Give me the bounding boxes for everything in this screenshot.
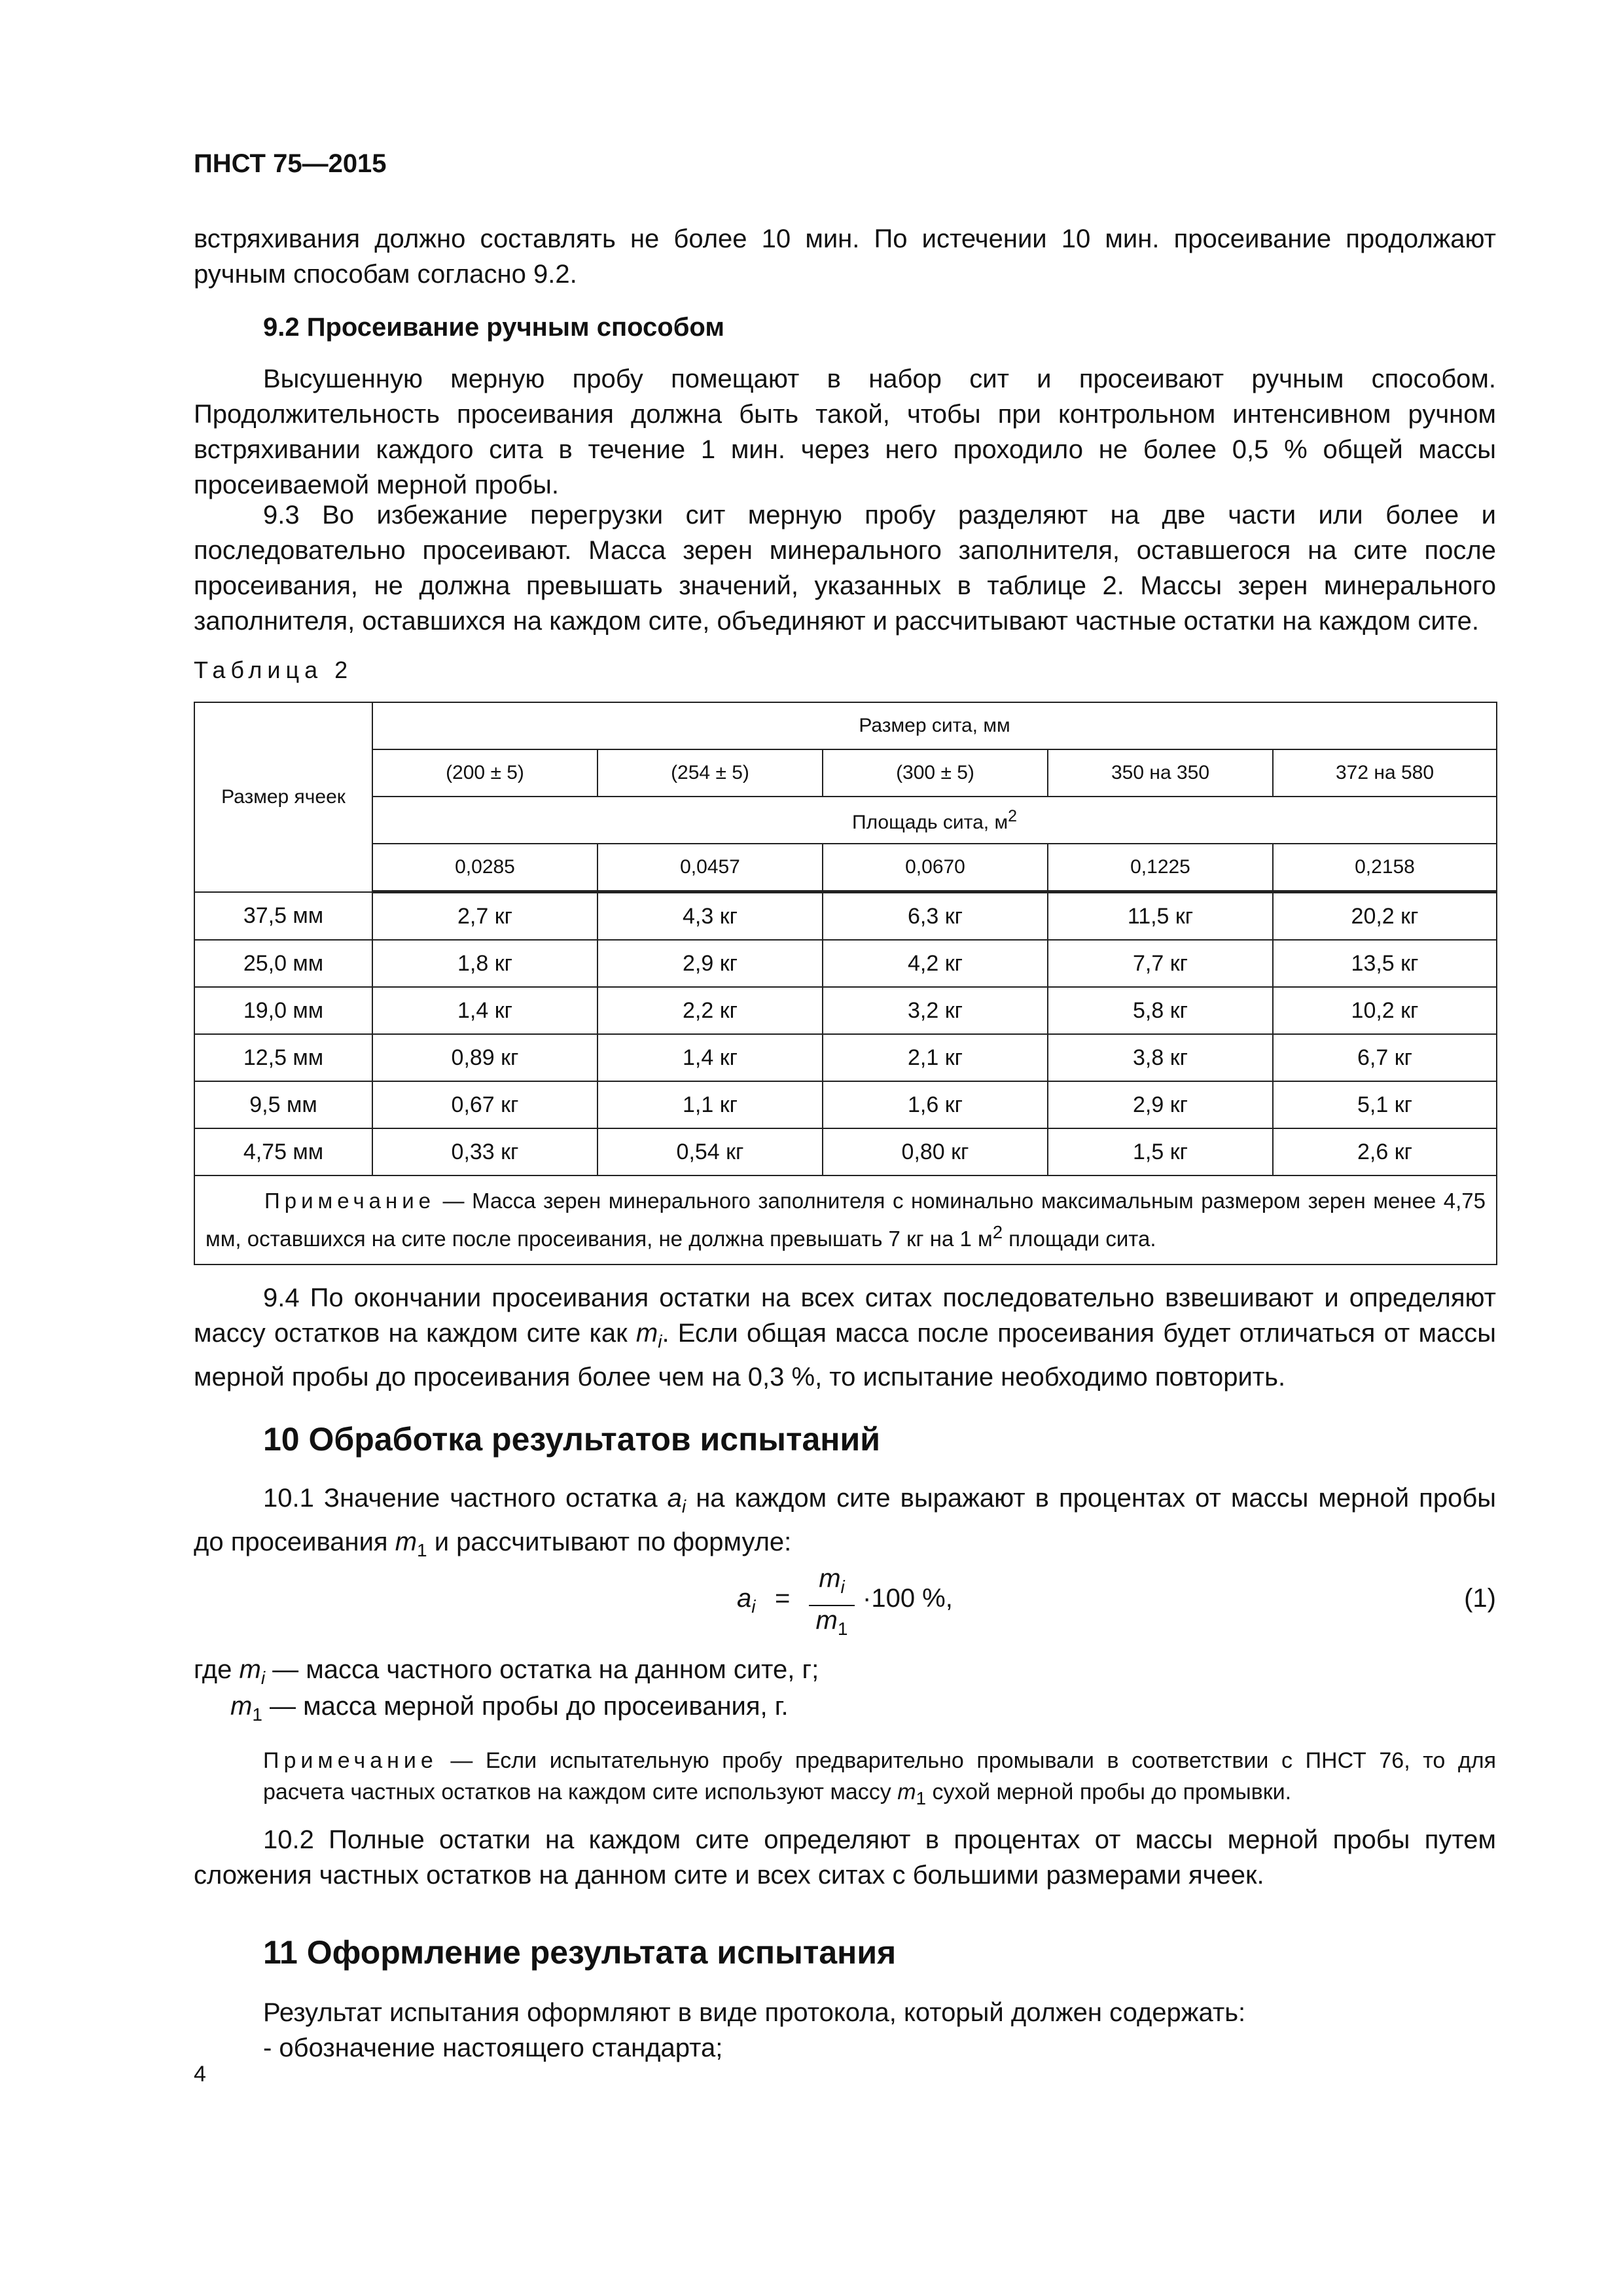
- mass-cell: 20,2 кг: [1273, 892, 1497, 941]
- mass-cell: 2,2 кг: [597, 987, 823, 1034]
- table-row: [194, 987, 1497, 1034]
- sieve-size-cell: (200 ± 5): [372, 749, 597, 797]
- section-11-text: Результат испытания оформляют в виде протокола, который должен содержать:: [263, 1998, 1246, 2027]
- mass-cell: 0,89 кг: [372, 1034, 597, 1081]
- mass-cell: 2,9 кг: [1048, 1081, 1273, 1128]
- table-row: [194, 892, 1497, 941]
- sieve-table-container: [194, 702, 1496, 1265]
- section-9-4-text: 9.4 По окончании просеивания остатки на всех ситах последовательно взвешивают и определяют массу остатков на каждом сите как $m_i$. Если общая масса после просеивания будет отличаться от массы мерной пробы до просеивания более чем на 0,3 %, то испытание необходимо повторить.: [194, 1283, 1496, 1391]
- mesh-size-cell: 4,75 мм: [194, 1128, 372, 1175]
- mass-cell: 6,7 кг: [1273, 1034, 1497, 1081]
- mass-cell: 0,54 кг: [597, 1128, 823, 1175]
- section-9-2-text: Высушенную мерную пробу помещают в набор сит и просеивают ручным способом. Продолжительность просеивания должна быть такой, чтобы при контрольном интенсивном ручном встряхивании каждого сита в течение 1 мин. через него проходило не более 0,5 % общей массы просеиваемой мерной пробы.: [194, 365, 1496, 499]
- mesh-size-header: Размер ячеек: [194, 702, 372, 892]
- section-11-heading: 11 Оформление результата испытания: [263, 1934, 897, 1971]
- table-row: [194, 1081, 1497, 1128]
- where-line-2: $m_1$ — масса мерной пробы до просеивания, г.: [230, 1692, 789, 1725]
- formula-lhs: $a_i$: [737, 1584, 756, 1617]
- table-note-row: [194, 1175, 1497, 1265]
- mass-cell: 3,8 кг: [1048, 1034, 1273, 1081]
- table-row: [194, 1128, 1497, 1175]
- formula-equals: =: [775, 1584, 791, 1613]
- mesh-size-cell: 37,5 мм: [194, 892, 372, 941]
- mass-cell: 5,8 кг: [1048, 987, 1273, 1034]
- intro-paragraph: встряхивания должно составлять не более 10 мин. По истечении 10 мин. просеивание продолжают ручным способам согласно 9.2.: [194, 224, 1496, 289]
- area-header-row: [194, 797, 1497, 844]
- sieve-area-header: Площадь сита, $м^2$: [372, 797, 1497, 844]
- table-body: [194, 892, 1497, 1176]
- mass-cell: 0,80 кг: [823, 1128, 1048, 1175]
- section-10-1-text: 10.1 Значение частного остатка $a_i$ на каждом сите выражают в процентах от массы мерной пробы до просеивания $m_1$ и рассчитывают по формуле:: [194, 1484, 1496, 1560]
- section-9-2-heading: 9.2 Просеивание ручным способом: [263, 313, 724, 342]
- section-10-note: Примечание — Если испытательную пробу предварительно промывали в соответствии с ПНСТ 76, то для расчета частных остатков на каждом сите используют массу $m_1$ сухой мерной пробы до промывки.: [263, 1748, 1496, 1808]
- mass-cell: 5,1 кг: [1273, 1081, 1497, 1128]
- mass-cell: 4,2 кг: [823, 940, 1048, 987]
- mesh-size-cell: 9,5 мм: [194, 1081, 372, 1128]
- sieve-size-cell: (254 ± 5): [597, 749, 823, 797]
- mass-cell: 1,4 кг: [597, 1034, 823, 1081]
- area-cell: 0,2158: [1273, 844, 1497, 892]
- section-9-3-text: 9.3 Во избежание перегрузки сит мерную пробу разделяют на две части или более и последовательно просеивают. Масса зерен минерального заполнителя, оставшегося на сите после просеивания, не должна превышать значений, указанных в таблице 2. Массы зерен минерального заполнителя, оставшихся на каждом сите, объединяют и рассчитывают частные остатки на каждом сите.: [194, 501, 1496, 636]
- sieve-size-cell: 350 на 350: [1048, 749, 1273, 797]
- mass-cell: 0,67 кг: [372, 1081, 597, 1128]
- mass-cell: 1,4 кг: [372, 987, 597, 1034]
- table-note: Примечание — Масса зерен минерального заполнителя с номинально максимальным размером зерен менее 4,75 мм, оставшихся на сите после просеивания, не должна превышать 7 кг на 1 $м^2$ площади сита.: [194, 1175, 1497, 1265]
- table-caption: Таблица 2: [194, 656, 353, 683]
- formula-numerator: $m_i$: [819, 1564, 845, 1597]
- mass-cell: 1,1 кг: [597, 1081, 823, 1128]
- sieve-size-header: Размер сита, мм: [372, 702, 1497, 749]
- formula-number: (1): [1464, 1584, 1496, 1613]
- formula-1: [737, 1564, 1195, 1643]
- section-10-2-text: 10.2 Полные остатки на каждом сите определяют в процентах от массы мерной пробы путем сложения частных остатков на данном сите и всех ситах с большими размерами ячеек.: [194, 1825, 1496, 1890]
- formula-denominator: $m_1$: [815, 1606, 848, 1639]
- section-11-list-item: - обозначение настоящего стандарта;: [263, 2034, 723, 2062]
- area-cell: 0,0670: [823, 844, 1048, 892]
- mesh-size-cell: 19,0 мм: [194, 987, 372, 1034]
- area-cell: 0,0285: [372, 844, 597, 892]
- area-cell: 0,0457: [597, 844, 823, 892]
- mass-cell: 11,5 кг: [1048, 892, 1273, 941]
- mass-cell: 3,2 кг: [823, 987, 1048, 1034]
- mass-cell: 2,7 кг: [372, 892, 597, 941]
- mass-cell: 0,33 кг: [372, 1128, 597, 1175]
- mass-cell: 1,8 кг: [372, 940, 597, 987]
- mass-cell: 10,2 кг: [1273, 987, 1497, 1034]
- sieve-size-cell: 372 на 580: [1273, 749, 1497, 797]
- sieve-table: [194, 702, 1497, 1265]
- areas-row: [194, 844, 1497, 892]
- mass-cell: 6,3 кг: [823, 892, 1048, 941]
- mesh-size-cell: 12,5 мм: [194, 1034, 372, 1081]
- where-line-1: где $m_i$ — масса частного остатка на данном сите, г;: [194, 1655, 819, 1688]
- mass-cell: 2,9 кг: [597, 940, 823, 987]
- mass-cell: 1,5 кг: [1048, 1128, 1273, 1175]
- sieve-size-cell: (300 ± 5): [823, 749, 1048, 797]
- mass-cell: 7,7 кг: [1048, 940, 1273, 987]
- mass-cell: 4,3 кг: [597, 892, 823, 941]
- table-row: [194, 1034, 1497, 1081]
- mass-cell: 13,5 кг: [1273, 940, 1497, 987]
- mass-cell: 1,6 кг: [823, 1081, 1048, 1128]
- section-10-heading: 10 Обработка результатов испытаний: [263, 1421, 880, 1458]
- mass-cell: 2,6 кг: [1273, 1128, 1497, 1175]
- mass-cell: 2,1 кг: [823, 1034, 1048, 1081]
- document-header: ПНСТ 75—2015: [194, 149, 387, 178]
- area-cell: 0,1225: [1048, 844, 1273, 892]
- table-row: [194, 940, 1497, 987]
- sieve-sizes-row: [194, 749, 1497, 797]
- table-header-row: [194, 702, 1497, 749]
- formula-rhs: ·100 %,: [863, 1584, 953, 1613]
- page-number: 4: [194, 2062, 206, 2087]
- mesh-size-cell: 25,0 мм: [194, 940, 372, 987]
